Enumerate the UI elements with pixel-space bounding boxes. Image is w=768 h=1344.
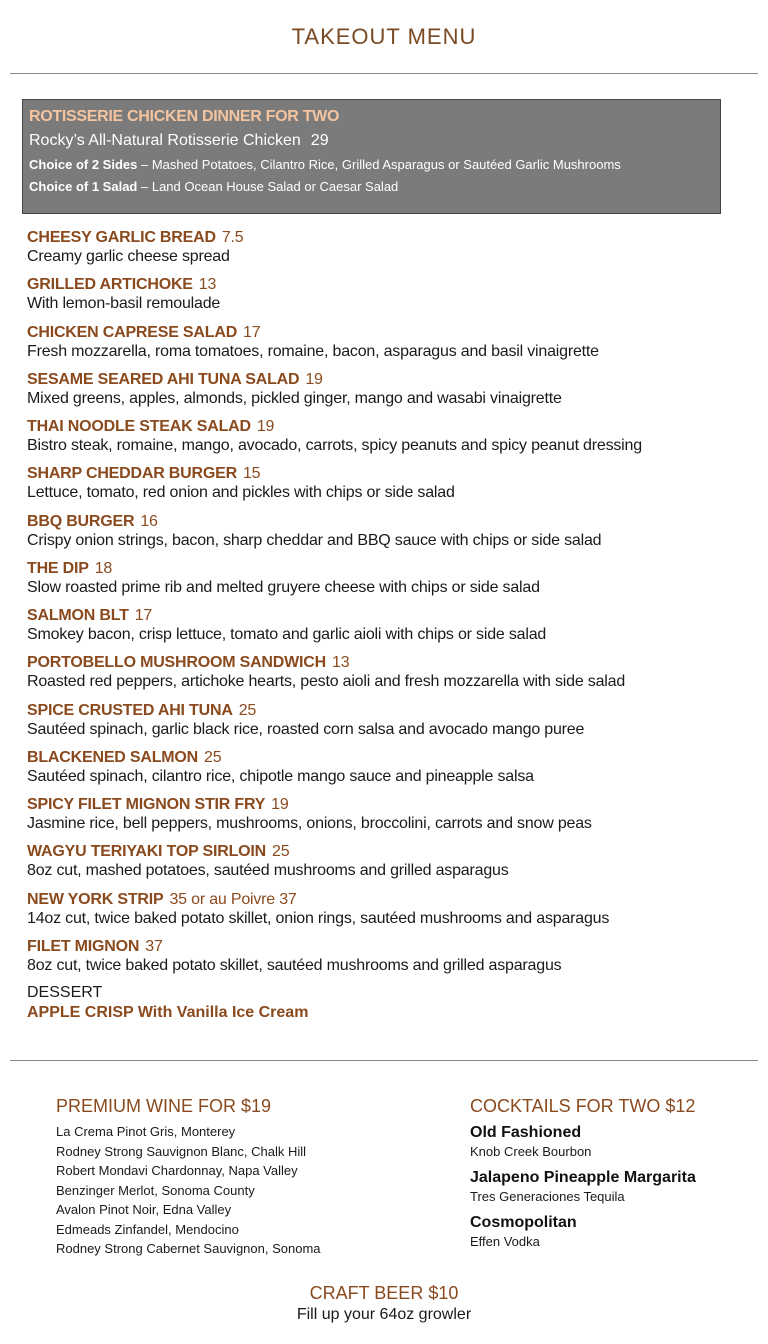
item-price: 13	[198, 276, 217, 294]
dessert-item: APPLE CRISP With Vanilla Ice Cream	[27, 1004, 309, 1021]
menu-item	[27, 228, 747, 275]
item-name: CHEESY GARLIC BREAD	[27, 229, 216, 246]
menu-items-list	[27, 228, 747, 984]
item-description: Sautéed spinach, garlic black rice, roasted corn salsa and avocado mango puree	[27, 720, 585, 738]
item-description: Jasmine rice, bell peppers, mushrooms, onions, broccolini, carrots and snow peas	[27, 815, 592, 832]
cocktail-item	[470, 1122, 760, 1161]
top-divider	[10, 73, 758, 74]
item-description: Creamy garlic cheese spread	[27, 248, 230, 265]
menu-item	[27, 464, 747, 511]
menu-item	[27, 323, 747, 370]
cocktail-item	[470, 1212, 760, 1251]
item-price: 25	[272, 843, 290, 861]
item-price: 18	[94, 559, 113, 577]
item-name: BLACKENED SALMON	[27, 748, 199, 766]
featured-dinner-salad	[29, 179, 714, 194]
cocktail-spirit: Effen Vodka	[470, 1234, 540, 1249]
featured-dinner-sides	[29, 157, 714, 172]
item-price: 7.5	[221, 229, 244, 246]
featured-dinner-main	[29, 132, 714, 150]
menu-item	[27, 559, 747, 606]
dessert-section	[27, 983, 308, 1023]
bottom-divider	[10, 1060, 758, 1061]
menu-item	[27, 842, 747, 889]
item-name: PORTOBELLO MUSHROOM SANDWICH	[27, 654, 326, 672]
cocktail-name: Cosmopolitan	[470, 1214, 577, 1231]
menu-item	[27, 370, 747, 417]
cocktails-section	[470, 1094, 760, 1257]
wine-item: Edmeads Zinfandel, Mendocino	[56, 1221, 239, 1237]
item-description: Crispy onion strings, bacon, sharp cheddar and BBQ sauce with chips or side salad	[27, 531, 602, 549]
wine-item: La Crema Pinot Gris, Monterey	[56, 1124, 236, 1139]
item-description: Smokey bacon, crisp lettuce, tomato and garlic aioli with chips or side salad	[27, 626, 547, 643]
wine-item: Benzinger Merlot, Sonoma County	[56, 1182, 255, 1198]
item-name: SHARP CHEDDAR BURGER	[27, 465, 237, 483]
item-price: 19	[271, 796, 289, 813]
item-description: With lemon-basil remoulade	[27, 295, 221, 313]
menu-item	[27, 606, 747, 653]
menu-item	[27, 795, 747, 842]
item-price: 25	[238, 701, 257, 719]
item-price: 37	[145, 937, 163, 955]
cocktail-item	[470, 1167, 760, 1206]
menu-item	[27, 890, 747, 937]
item-name: FILET MIGNON	[27, 937, 140, 955]
item-description: 8oz cut, twice baked potato skillet, sautéed mushrooms and grilled asparagus	[27, 956, 562, 974]
menu-item	[27, 653, 747, 700]
wine-section	[56, 1094, 436, 1259]
featured-dinner-name: Rocky’s All-Natural Rotisserie Chicken	[29, 132, 301, 149]
wine-list	[56, 1122, 436, 1259]
menu-item	[27, 417, 747, 464]
cocktails-title: COCKTAILS FOR TWO $12	[470, 1096, 696, 1116]
wine-title: PREMIUM WINE FOR $19	[56, 1096, 272, 1116]
item-name: NEW YORK STRIP	[27, 890, 164, 908]
page-title: TAKEOUT MENU	[291, 24, 477, 49]
menu-item	[27, 701, 747, 748]
item-price: 13	[332, 654, 350, 672]
cocktail-spirit: Tres Generaciones Tequila	[470, 1189, 625, 1204]
item-price: 17	[243, 323, 261, 341]
item-name: BBQ BURGER	[27, 512, 135, 530]
wine-item: Rodney Strong Sauvignon Blanc, Chalk Hill	[56, 1143, 307, 1159]
item-name: WAGYU TERIYAKI TOP SIRLOIN	[27, 843, 266, 861]
cocktail-name: Jalapeno Pineapple Margarita	[470, 1169, 696, 1186]
item-price: 35 or au Poivre 37	[169, 890, 297, 908]
beer-title: CRAFT BEER $10	[309, 1283, 459, 1303]
beer-subtitle: Fill up your 64oz growler	[296, 1306, 472, 1323]
featured-dinner-title: ROTISSERIE CHICKEN DINNER FOR TWO	[29, 108, 340, 125]
menu-item	[27, 512, 747, 559]
item-name: SPICY FILET MIGNON STIR FRY	[27, 796, 266, 813]
menu-item	[27, 937, 747, 984]
featured-dinner-price: 29	[310, 132, 329, 149]
item-name: SESAME SEARED AHI TUNA SALAD	[27, 370, 300, 388]
item-description: Lettuce, tomato, red onion and pickles with chips or side salad	[27, 484, 455, 502]
item-name: SPICE CRUSTED AHI TUNA	[27, 701, 233, 719]
beer-section	[0, 1282, 768, 1326]
dessert-label: DESSERT	[27, 984, 103, 1001]
item-description: Sautéed spinach, cilantro rice, chipotle mango sauce and pineapple salsa	[27, 767, 534, 785]
item-price: 16	[140, 512, 158, 530]
item-price: 19	[256, 418, 275, 435]
menu-item	[27, 275, 747, 322]
item-name: GRILLED ARTICHOKE	[27, 276, 193, 294]
item-name: THAI NOODLE STEAK SALAD	[27, 418, 251, 435]
item-name: THE DIP	[27, 559, 89, 577]
item-name: SALMON BLT	[27, 607, 129, 624]
wine-item: Robert Mondavi Chardonnay, Napa Valley	[56, 1163, 298, 1178]
item-description: Bistro steak, romaine, mango, avocado, carrots, spicy peanuts and spicy peanut dressing	[27, 437, 642, 454]
item-price: 17	[134, 607, 153, 624]
item-name: CHICKEN CAPRESE SALAD	[27, 323, 238, 341]
item-description: Slow roasted prime rib and melted gruyere cheese with chips or side salad	[27, 578, 540, 596]
wine-item: Rodney Strong Cabernet Sauvignon, Sonoma	[56, 1241, 321, 1256]
salad-label: Choice of 1 Salad	[29, 179, 138, 194]
menu-item	[27, 748, 747, 795]
item-price: 15	[242, 465, 261, 483]
item-description: 8oz cut, mashed potatoes, sautéed mushrooms and grilled asparagus	[27, 862, 509, 880]
featured-dinner-box	[22, 99, 721, 214]
item-price: 25	[204, 748, 222, 766]
item-description: 14oz cut, twice baked potato skillet, onion rings, sautéed mushrooms and asparagus	[27, 909, 610, 927]
salad-text: – Land Ocean House Salad or Caesar Salad	[141, 179, 399, 194]
sides-label: Choice of 2 Sides	[29, 157, 138, 172]
cocktail-name: Old Fashioned	[470, 1124, 582, 1141]
cocktail-spirit: Knob Creek Bourbon	[470, 1144, 592, 1159]
sides-text: – Mashed Potatoes, Cilantro Rice, Grilled Asparagus or Sautéed Garlic Mushrooms	[141, 157, 621, 172]
item-description: Fresh mozzarella, roma tomatoes, romaine, bacon, asparagus and basil vinaigrette	[27, 342, 599, 360]
item-description: Mixed greens, apples, almonds, pickled ginger, mango and wasabi vinaigrette	[27, 389, 562, 407]
wine-item: Avalon Pinot Noir, Edna Valley	[56, 1202, 232, 1217]
item-description: Roasted red peppers, artichoke hearts, pesto aioli and fresh mozzarella with side salad	[27, 673, 626, 691]
item-price: 19	[305, 370, 323, 388]
